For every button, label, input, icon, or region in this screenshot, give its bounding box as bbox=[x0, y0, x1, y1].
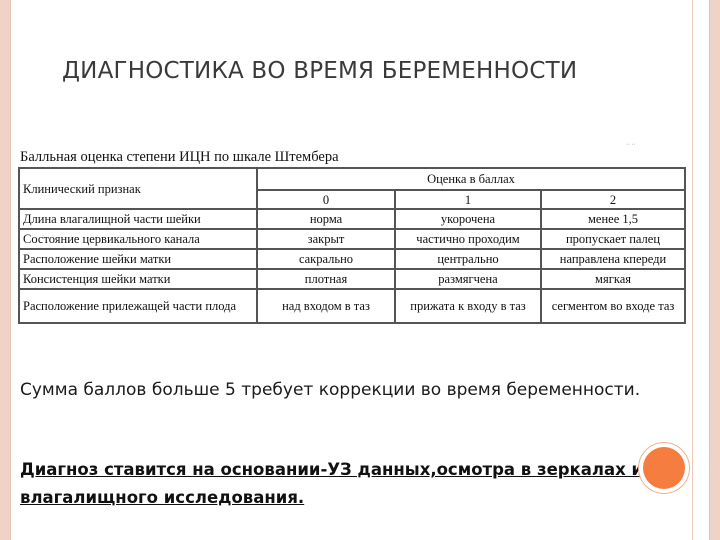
row-score-2: направлена кпереди bbox=[541, 249, 685, 269]
score-table-figure bbox=[18, 142, 686, 340]
table-corner-mark: ·· ·· bbox=[626, 142, 636, 148]
row-score-0: плотная bbox=[257, 269, 395, 289]
diagnosis-paragraph: Диагноз ставится на основании-УЗ данных,осмотра в зеркалах и влагалищного исследования. bbox=[20, 460, 644, 507]
frame-left-border bbox=[0, 0, 10, 540]
accent-circle bbox=[643, 447, 685, 489]
table-caption: Балльная оценка степени ИЦН по шкале Штембера bbox=[20, 149, 339, 165]
header-score-0: 0 bbox=[257, 190, 395, 209]
row-score-1: прижата к входу в таз bbox=[395, 289, 541, 323]
row-feature: Длина влагалищной части шейки bbox=[19, 209, 257, 229]
header-score-2: 2 bbox=[541, 190, 685, 209]
row-feature: Расположение шейки матки bbox=[19, 249, 257, 269]
table-row bbox=[19, 249, 685, 269]
row-score-2: мягкая bbox=[541, 269, 685, 289]
row-score-0: норма bbox=[257, 209, 395, 229]
frame-right-line bbox=[692, 0, 693, 540]
stamber-score-table bbox=[18, 167, 686, 324]
table-row bbox=[19, 229, 685, 249]
row-feature: Консистенция шейки матки bbox=[19, 269, 257, 289]
table-row bbox=[19, 209, 685, 229]
header-score-1: 1 bbox=[395, 190, 541, 209]
frame-right-border bbox=[710, 0, 720, 540]
row-score-2: сегментом во входе таз bbox=[541, 289, 685, 323]
row-score-0: закрыт bbox=[257, 229, 395, 249]
score-threshold-paragraph: Сумма баллов больше 5 требует коррекции во время беременности. bbox=[20, 380, 641, 400]
row-score-0: над входом в таз bbox=[257, 289, 395, 323]
row-score-1: центрально bbox=[395, 249, 541, 269]
row-score-2: пропускает палец bbox=[541, 229, 685, 249]
row-score-1: укорочена bbox=[395, 209, 541, 229]
row-score-0: сакрально bbox=[257, 249, 395, 269]
table-row bbox=[19, 269, 685, 289]
table-row bbox=[19, 289, 685, 323]
row-feature: Расположение прилежащей части плода bbox=[19, 289, 257, 323]
header-clinical-feature: Клинический признак bbox=[19, 168, 257, 209]
table-header-row bbox=[19, 168, 685, 190]
row-score-1: размягчена bbox=[395, 269, 541, 289]
row-score-1: частично проходим bbox=[395, 229, 541, 249]
row-score-2: менее 1,5 bbox=[541, 209, 685, 229]
header-score: Оценка в баллах bbox=[257, 168, 685, 190]
row-feature: Состояние цервикального канала bbox=[19, 229, 257, 249]
slide-title: ДИАГНОСТИКА ВО ВРЕМЯ БЕРЕМЕННОСТИ bbox=[62, 58, 578, 84]
